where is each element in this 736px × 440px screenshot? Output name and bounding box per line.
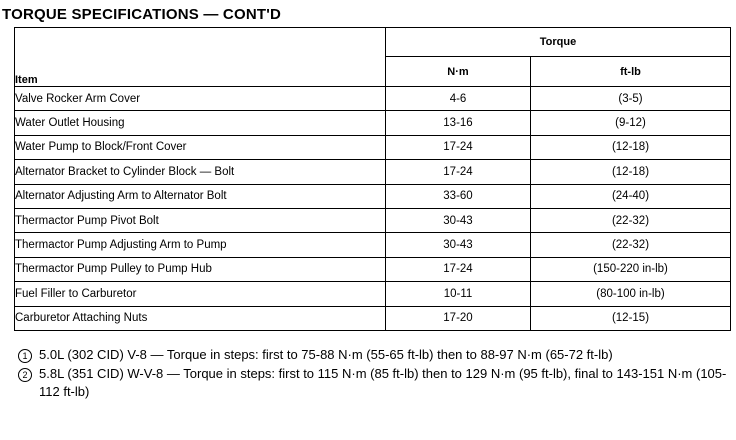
item-cell: Thermactor Pump Adjusting Arm to Pump <box>15 233 386 257</box>
item-cell: Fuel Filler to Carburetor <box>15 282 386 306</box>
nm-cell: 10-11 <box>386 282 531 306</box>
item-cell: Alternator Adjusting Arm to Alternator Bolt <box>15 184 386 208</box>
item-cell: Water Pump to Block/Front Cover <box>15 135 386 159</box>
item-cell: Valve Rocker Arm Cover <box>15 87 386 111</box>
footnote-marker: 1 <box>18 349 32 363</box>
ftlb-cell: (12-18) <box>531 160 731 184</box>
nm-cell: 30-43 <box>386 233 531 257</box>
table-row <box>15 306 731 330</box>
nm-cell: 17-24 <box>386 135 531 159</box>
nm-cell: 33-60 <box>386 184 531 208</box>
ftlb-cell: (80-100 in-lb) <box>531 282 731 306</box>
footnote <box>18 365 730 401</box>
item-cell: Water Outlet Housing <box>15 111 386 135</box>
ftlb-cell: (12-15) <box>531 306 731 330</box>
page-title: TORQUE SPECIFICATIONS — CONT'D <box>2 6 282 23</box>
footnotes <box>18 346 730 402</box>
table-row <box>15 233 731 257</box>
ftlb-cell: (3-5) <box>531 87 731 111</box>
item-column-header: Item <box>15 28 386 87</box>
table-row <box>15 257 731 281</box>
ftlb-cell: (150-220 in-lb) <box>531 257 731 281</box>
ftlb-cell: (24-40) <box>531 184 731 208</box>
nm-unit-header: N·m <box>386 57 531 87</box>
item-cell: Thermactor Pump Pivot Bolt <box>15 208 386 232</box>
nm-cell: 17-24 <box>386 160 531 184</box>
table-row <box>15 282 731 306</box>
torque-spec-table <box>14 27 731 331</box>
footnote-marker: 2 <box>18 368 32 382</box>
item-cell: Thermactor Pump Pulley to Pump Hub <box>15 257 386 281</box>
torque-column-header: Torque <box>386 28 731 57</box>
nm-cell: 13-16 <box>386 111 531 135</box>
ftlb-cell: (9-12) <box>531 111 731 135</box>
nm-cell: 17-24 <box>386 257 531 281</box>
nm-cell: 30-43 <box>386 208 531 232</box>
ftlb-unit-header: ft-lb <box>531 57 731 87</box>
ftlb-cell: (12-18) <box>531 135 731 159</box>
footnote-text: 5.8L (351 CID) W-V-8 — Torque in steps: first to 115 N·m (85 ft-lb) then to 129 N·m (95 ft-lb), final to 143-151 N·m (105-112 ft-lb) <box>39 366 727 399</box>
footnote <box>18 346 730 364</box>
item-cell: Carburetor Attaching Nuts <box>15 306 386 330</box>
ftlb-cell: (22-32) <box>531 233 731 257</box>
table-row <box>15 208 731 232</box>
table-row <box>15 111 731 135</box>
nm-cell: 4-6 <box>386 87 531 111</box>
item-cell: Alternator Bracket to Cylinder Block — Bolt <box>15 160 386 184</box>
footnote-text: 5.0L (302 CID) V-8 — Torque in steps: first to 75-88 N·m (55-65 ft-lb) then to 88-97 N·m (65-72 ft-lb) <box>39 347 613 362</box>
nm-cell: 17-20 <box>386 306 531 330</box>
table-row <box>15 87 731 111</box>
table-row <box>15 160 731 184</box>
table-row <box>15 135 731 159</box>
ftlb-cell: (22-32) <box>531 208 731 232</box>
table-row <box>15 184 731 208</box>
